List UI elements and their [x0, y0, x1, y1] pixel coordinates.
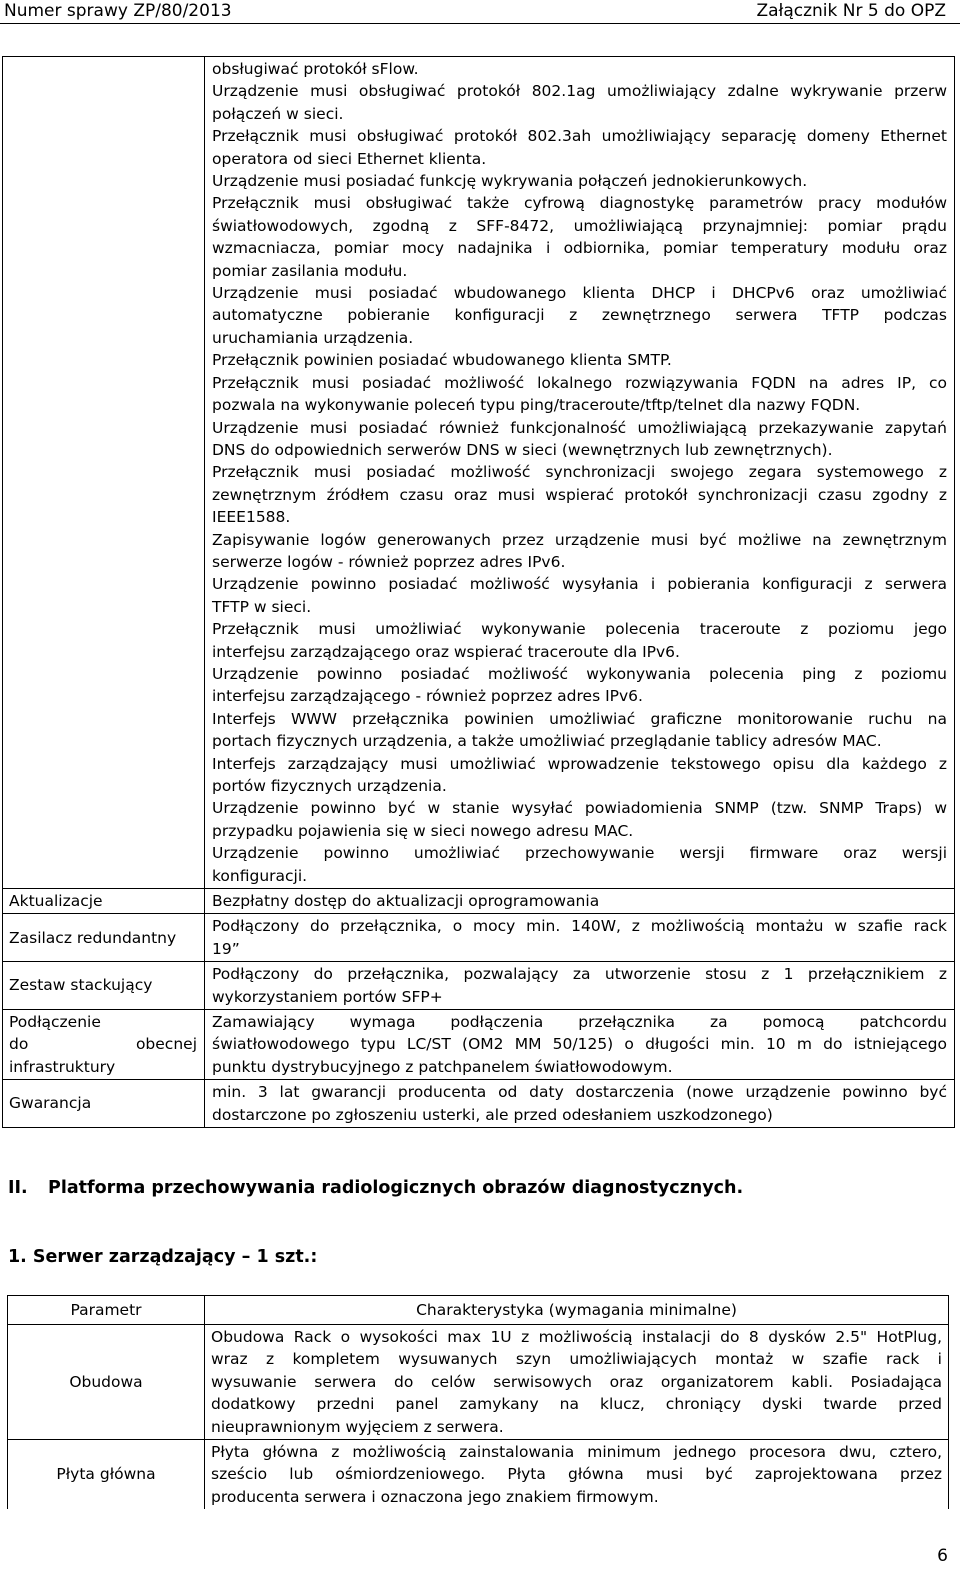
text-line: wysuwanie serwera do celów serwisowych oraz organizatorem kabli. Posiadająca: [211, 1372, 942, 1391]
table-row: [3, 889, 955, 914]
text-line: Obudowa Rack o wysokości max 1U z możliwością instalacji do 8 dysków 2.5" HotPlug,: [211, 1328, 942, 1346]
table-row: [3, 57, 955, 889]
text-line: Aktualizacje: [9, 892, 103, 911]
value-cell: [205, 889, 955, 914]
feature-paragraph: [212, 573, 947, 618]
value-cell: [205, 1010, 955, 1080]
text-line: serwerze logów - również poprzez adres IPv6.: [212, 552, 566, 571]
text-line: pomiar zasilania modułu.: [212, 261, 408, 280]
text-line: automatyczne pobieranie konfiguracji z zewnętrznego serwera TFTP podczas: [212, 306, 947, 325]
text-line: Interfejs zarządzający musi umożliwiać wprowadzenie tekstowego opisu dla każdego z: [212, 754, 947, 773]
text-line: przypadku pojawienia się w sieci nowego adresu MAC.: [212, 821, 634, 840]
text-line: Płyta główna z możliwością zainstalowania minimum jednego procesora dwu, cztero,: [211, 1443, 942, 1462]
column-header: Parametr: [8, 1296, 205, 1325]
text-line: Zapisywanie logów generowanych przez urządzenie musi być możliwe na zewnętrznym: [212, 530, 947, 549]
feature-paragraph: [212, 170, 947, 192]
feature-paragraph: [212, 372, 947, 417]
text-line: Podłączenie: [9, 1013, 101, 1032]
section-heading: [8, 1178, 743, 1198]
text-line: Przełącznik musi umożliwiać wykonywanie polecenia traceroute z poziomu jego: [212, 620, 947, 639]
feature-paragraph: [212, 282, 947, 349]
text-line: Urządzenie powinno posiadać możliwość wysyłania i pobierania konfiguracji z serwera: [212, 575, 947, 594]
text-line: uruchamiania urządzenia.: [212, 328, 414, 347]
text-line: Podłączony do przełącznika, pozwalający za utworzenie stosu z 1 przełącznikiem z: [212, 965, 947, 984]
text-line: Urządzenie musi obsługiwać protokół 802.1ag umożliwiający zdalne wykrywanie przerw: [212, 82, 947, 101]
text-line: Zestaw stackujący: [9, 976, 153, 995]
table-row: [3, 962, 955, 1010]
text-line: punktu dystrybucyjnego z patchpanelem światłowodowym.: [212, 1057, 673, 1076]
text-line: dodatkowy przedni panel zamykany na klucz, chroniący dyski twarde przed: [211, 1395, 942, 1414]
page-number: 6: [937, 1546, 948, 1566]
case-number: Numer sprawy ZP/80/2013: [4, 1, 232, 21]
value-cell: [205, 914, 955, 962]
feature-paragraph: [212, 192, 947, 282]
text-line: Przełącznik powinien posiadać wbudowanego klienta SMTP.: [212, 351, 672, 370]
text-line: Interfejs WWW przełącznika powinien umożliwiać graficzne monitorowanie ruchu na: [212, 709, 947, 728]
text-line: Przełącznik musi posiadać możliwość lokalnego rozwiązywania FQDN na adres IP, co: [212, 373, 947, 392]
feature-paragraph: [212, 842, 947, 887]
feature-paragraph: [212, 417, 947, 462]
feature-paragraph: [212, 58, 947, 80]
text-line: Przełącznik musi posiadać możliwość synchronizacji swojego zegara systemowego z: [212, 463, 947, 482]
param-cell: Płyta główna: [8, 1440, 205, 1510]
text-line: Przełącznik musi obsługiwać protokół 802.3ah umożliwiający separację domeny Ethernet: [212, 127, 947, 146]
text-line: Zamawiający wymaga podłączenia przełącznika za pomocą patchcordu: [212, 1013, 947, 1032]
text-line: sześcio lub ośmiordzeniowego. Płyta główna musi być zaprojektowana przez: [211, 1465, 942, 1484]
text-line: producenta serwera i oznaczona jego znakiem firmowym.: [211, 1487, 659, 1506]
section-number: II.: [8, 1178, 28, 1198]
text-line: Przełącznik musi obsługiwać także cyfrową diagnostykę parametrów pracy modułów: [212, 194, 947, 213]
text-line: TFTP w sieci.: [212, 597, 312, 616]
text-line: Urządzenie musi posiadać również funkcjonalność umożliwiającą przekazywanie zapytań: [212, 418, 947, 437]
value-cell: [205, 1440, 949, 1510]
page-header: [0, 0, 960, 24]
text-line: 19”: [212, 939, 240, 958]
text-line: interfejsu zarządzającego oraz wspierać traceroute dla IPv6.: [212, 642, 680, 661]
feature-paragraph: [212, 529, 947, 574]
param-cell: [3, 962, 205, 1010]
feature-paragraph: [212, 349, 947, 371]
feature-list-cell: [205, 57, 955, 889]
feature-paragraph: [212, 797, 947, 842]
table-row: [3, 1010, 955, 1080]
text-line: IEEE1588.: [212, 508, 291, 527]
feature-paragraph: [212, 125, 947, 170]
text-line: Urządzenie powinno posiadać możliwość wykonywania polecenia ping z poziomu: [212, 664, 947, 683]
text-line: nieuprawnionym wyjęciem z serwera.: [211, 1417, 504, 1436]
param-cell: [3, 914, 205, 962]
param-cell: [3, 57, 205, 889]
table-row: [3, 1080, 955, 1128]
param-cell: [3, 889, 205, 914]
text-line: portów fizycznych urządzenia.: [212, 777, 447, 795]
table-header-row: [8, 1296, 949, 1325]
text-line: Gwarancja: [9, 1094, 92, 1113]
param-cell: Obudowa: [8, 1325, 205, 1440]
feature-paragraph: [212, 461, 947, 528]
column-header: Charakterystyka (wymagania minimalne): [205, 1296, 949, 1325]
text-line: infrastruktury: [9, 1057, 116, 1076]
value-cell: [205, 1080, 955, 1128]
text-line: obsługiwać protokół sFlow.: [212, 60, 419, 78]
text-line: światłowodowych, zgodną z SFF-8472, umożliwiającą przynajmniej: pomiar prądu: [212, 216, 947, 235]
param-cell: [3, 1080, 205, 1128]
text-line: połączeń w sieci.: [212, 104, 344, 123]
text-line: do obecnej: [9, 1035, 197, 1054]
text-line: portach fizycznych urządzenia, a także umożliwiać przeglądanie tablicy adresów MAC.: [212, 732, 882, 751]
text-line: zewnętrznym źródłem czasu oraz musi wspierać protokół synchronizacji czasu zgodny z: [212, 485, 947, 504]
text-line: konfiguracji.: [212, 866, 308, 885]
table-row: [8, 1325, 949, 1440]
feature-paragraph: [212, 663, 947, 708]
feature-paragraph: [212, 80, 947, 125]
text-line: światłowodowego typu LC/ST (OM2 MM 50/125) o długości min. 10 m do istniejącego: [212, 1035, 947, 1054]
attachment-label: Załącznik Nr 5 do OPZ: [756, 1, 946, 21]
text-line: Urządzenie powinno być w stanie wysyłać powiadomienia SNMP (tzw. SNMP Traps) w: [212, 799, 947, 818]
value-cell: [205, 962, 955, 1010]
text-line: Urządzenie musi posiadać wbudowanego klienta DHCP i DHCPv6 oraz umożliwiać: [212, 284, 947, 303]
subsection-heading: 1. Serwer zarządzający – 1 szt.:: [8, 1247, 318, 1267]
table-row: [3, 914, 955, 962]
server-spec-table: [7, 1295, 949, 1509]
text-line: Urządzenie musi posiadać funkcję wykrywania połączeń jednokierunkowych.: [212, 172, 808, 191]
text-line: min. 3 lat gwarancji producenta od daty dostarczenia (nowe urządzenie powinno być: [212, 1083, 947, 1102]
text-line: interfejsu zarządzającego - również poprzez adres IPv6.: [212, 687, 643, 706]
switch-spec-table: [2, 56, 955, 1128]
text-line: Bezpłatny dostęp do aktualizacji oprogramowania: [212, 892, 600, 911]
feature-paragraph: [212, 753, 947, 798]
feature-paragraph: [212, 618, 947, 663]
text-line: dostarczone po zgłoszeniu usterki, ale przed odesłaniem uszkodzonego): [212, 1105, 773, 1124]
text-line: DNS do odpowiednich serwerów DNS w sieci (wewnętrznych lub zewnętrznych).: [212, 440, 833, 459]
text-line: wzmacniacza, pomiar mocy nadajnika i odbiornika, pomiar temperatury modułu oraz: [212, 239, 947, 258]
text-line: Podłączony do przełącznika, o mocy min. 140W, z możliwością montażu w szafie rack: [212, 917, 947, 936]
text-line: pozwala na wykonywanie poleceń typu ping/traceroute/tftp/telnet dla nazwy FQDN.: [212, 396, 861, 415]
text-line: Urządzenie powinno umożliwiać przechowywanie wersji firmware oraz wersji: [212, 844, 947, 863]
text-line: wraz z kompletem wysuwanych szyn umożliwiających montaż w szafie rack i: [211, 1350, 942, 1369]
feature-paragraph: [212, 708, 947, 753]
text-line: Zasilacz redundantny: [9, 928, 177, 947]
table-row: [8, 1440, 949, 1510]
param-cell: [3, 1010, 205, 1080]
text-line: wykorzystaniem portów SFP+: [212, 987, 443, 1006]
text-line: operatora od sieci Ethernet klienta.: [212, 149, 487, 168]
section-title: Platforma przechowywania radiologicznych obrazów diagnostycznych.: [48, 1178, 744, 1198]
value-cell: [205, 1325, 949, 1440]
